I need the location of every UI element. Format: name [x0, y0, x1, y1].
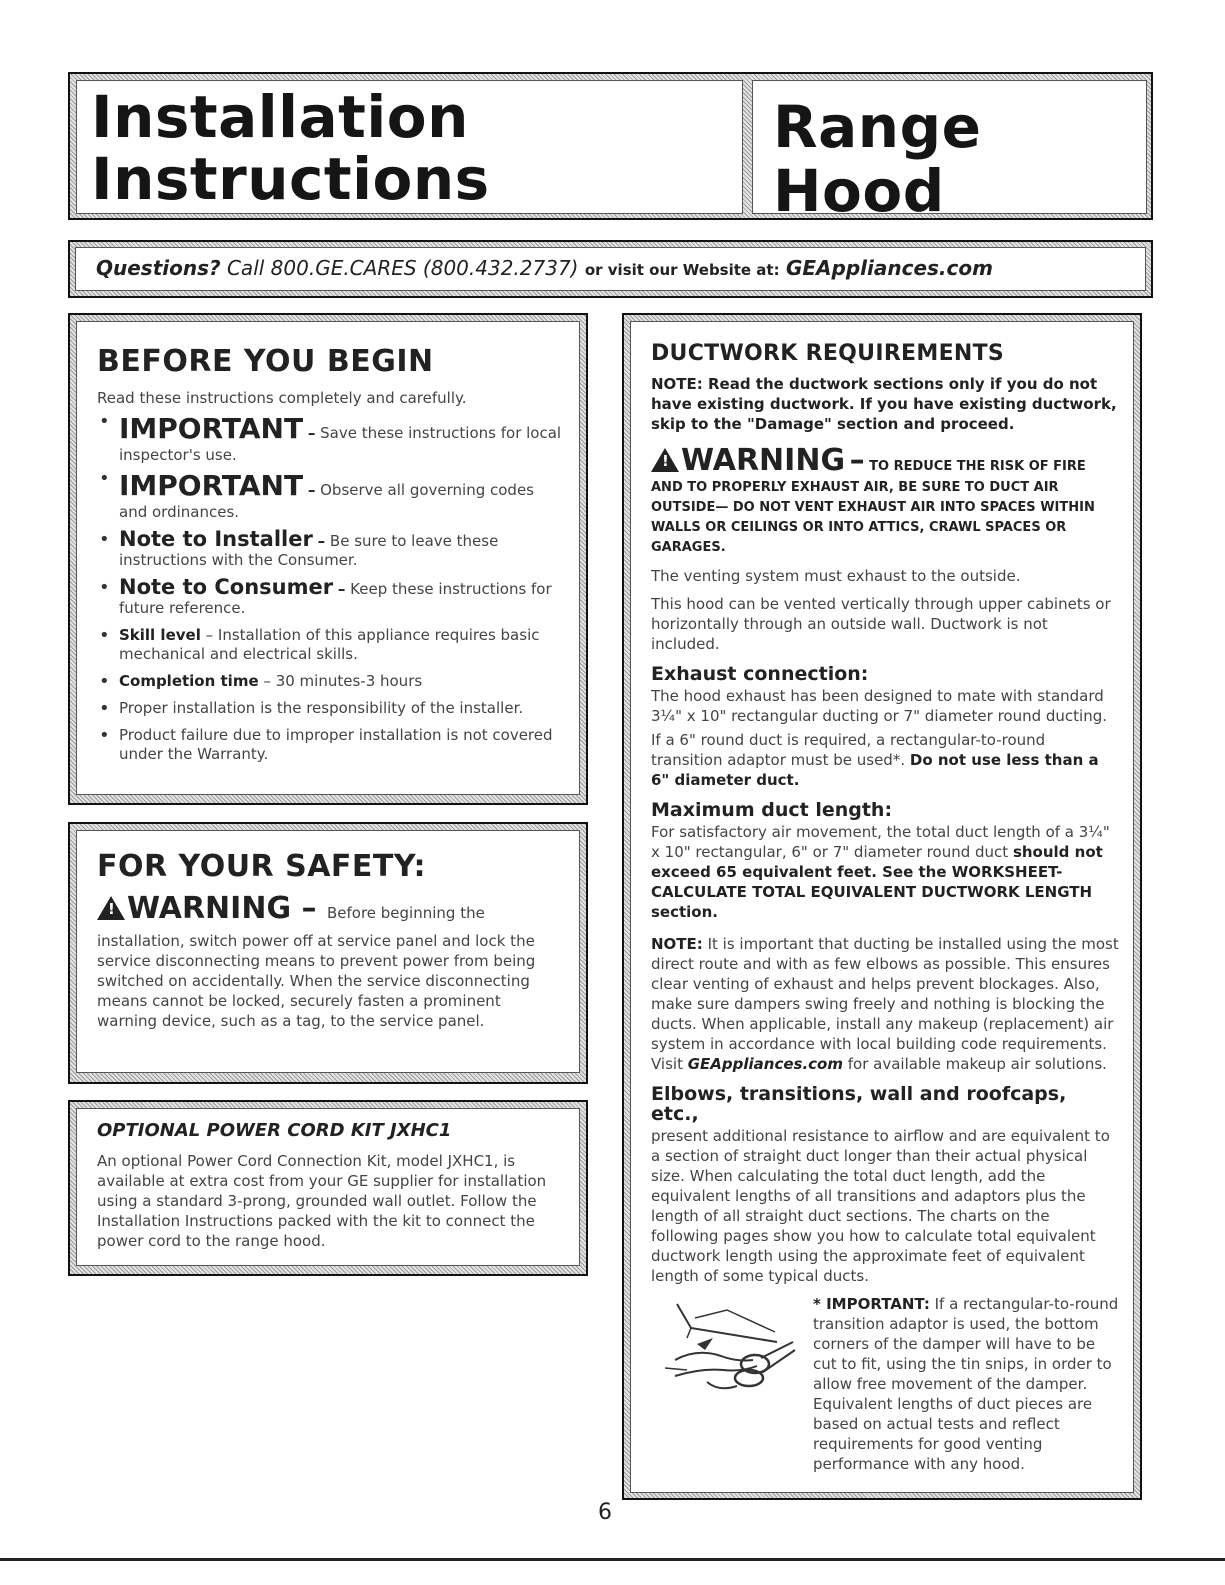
list-item	[97, 672, 565, 691]
exhaust-p2-bold: Do not use less than a 6" diameter duct.	[651, 751, 1099, 789]
warning-triangle-icon	[651, 448, 679, 472]
item-text: Proper installation is the responsibility of the installer.	[119, 699, 524, 717]
item-head: IMPORTANT	[119, 469, 304, 502]
duct-inner	[630, 321, 1134, 1493]
item-text: Product failure due to improper installation is not covered under the Warranty.	[119, 726, 553, 763]
product-title: Range Hood	[773, 93, 982, 225]
header-banner	[68, 72, 1153, 225]
before-intro: Read these instructions completely and carefully.	[97, 389, 467, 407]
before-title: BEFORE YOU BEGIN	[97, 344, 434, 379]
elbows-text: present additional resistance to airflow and are equivalent to a section of straight duct longer than their actual physical size. When calculating the total duct length, add the equivalent lengths of all transitions and adaptors plus the length of all straight duct sections. The charts on the following pages show you how to calculate total equivalent ductwork length using the approximate feet of equivalent length of some typical ducts.	[651, 1127, 1110, 1285]
warning-text: TO REDUCE THE RISK OF FIRE AND TO PROPERLY EXHAUST AIR, BE SURE TO DUCT AIR OUTSIDE— DO NOT VENT EXHAUST AIR INTO SPACES WITHIN WALLS OR CEILINGS OR INTO ATTICS, CRAWL SPACES OR GARAGES.	[651, 459, 1095, 555]
doc-title-line2: Instructions	[91, 145, 490, 213]
list-item	[97, 412, 565, 465]
exhaust-p2-text: If a 6" round duct is required, a rectangular-to-round transition adaptor must be used*.	[651, 731, 1046, 769]
website-link[interactable]: GEAppliances.com	[785, 256, 993, 280]
phone-number: Call 800.GE.CARES (800.432.2737)	[226, 256, 579, 280]
duct-note2	[651, 934, 1119, 1074]
list-item	[97, 726, 565, 764]
safety-content	[97, 849, 565, 1031]
dash: –	[301, 891, 317, 926]
safety-title: FOR YOUR SAFETY:	[97, 849, 426, 884]
exhaust-p2	[651, 730, 1119, 790]
safety-warning	[97, 891, 565, 931]
duct-content	[651, 341, 1119, 1479]
note2-label: NOTE:	[651, 935, 703, 953]
questions-line	[96, 256, 993, 280]
list-item	[97, 469, 565, 522]
note2-website-link[interactable]: GEAppliances.com	[687, 1055, 843, 1073]
bottom-rule	[0, 1558, 1225, 1561]
warning-lead: Before beginning the	[326, 904, 485, 922]
list-item	[97, 699, 565, 718]
ductwork-requirements-box	[622, 313, 1142, 1500]
item-head: Note to Consumer	[119, 575, 334, 599]
visit-text: or visit our Website at:	[584, 261, 780, 279]
item-head: Completion time	[119, 672, 259, 690]
item-head: IMPORTANT	[119, 412, 304, 445]
dash: –	[307, 424, 316, 442]
important-note	[651, 1294, 1119, 1479]
list-item	[97, 527, 565, 570]
max-length-a: For satisfactory air movement, the total duct length of a 3¼" x 10" rectangular, 6" or 7" diameter round duct	[651, 823, 1110, 861]
warning-triangle-icon	[97, 896, 125, 920]
warning-word: WARNING	[681, 443, 846, 478]
item-text: Be sure to leave these instructions with the Consumer.	[119, 532, 499, 569]
cord-title: OPTIONAL POWER CORD KIT JXHC1	[97, 1120, 452, 1141]
before-inner	[76, 321, 580, 795]
dash: –	[263, 672, 271, 690]
list-item	[97, 575, 565, 618]
cord-content	[97, 1121, 565, 1251]
item-text: Save these instructions for local inspector's use.	[119, 424, 562, 464]
note2-a: It is important that ducting be installed using the most direct route and with as few elbows as possible. This ensures clear venting of exhaust and helps prevent blockages. Also, make sure dampers swing freely and nothing is blocking the ducts. When applicable, install any makeup (replacement) air system in accordance with local building code requirements. Visit	[651, 935, 1119, 1073]
cord-inner	[76, 1108, 580, 1266]
note2-b: for available makeup air solutions.	[847, 1055, 1107, 1073]
item-head: Note to Installer	[119, 527, 313, 551]
exhaust-p1: The hood exhaust has been designed to mate with standard 3¼" x 10" rectangular ducting or 7" diameter round ducting.	[651, 687, 1108, 725]
title-cell	[76, 80, 743, 214]
tin-snips-illustration-icon	[657, 1298, 807, 1398]
item-text: 30 minutes-3 hours	[275, 672, 423, 690]
elbows-title: Elbows, transitions, wall and roofcaps, etc.,	[651, 1083, 1067, 1125]
list-item	[97, 626, 565, 664]
exhaust-title: Exhaust connection:	[651, 663, 869, 685]
duct-p2: This hood can be vented vertically through upper cabinets or horizontally through an outside wall. Ductwork is not included.	[651, 595, 1111, 653]
duct-p1: The venting system must exhaust to the outside.	[651, 567, 1021, 585]
for-your-safety-box	[68, 822, 588, 1084]
cord-text: An optional Power Cord Connection Kit, model JXHC1, is available at extra cost from your GE supplier for installation using a standard 3-prong, grounded wall outlet. Follow the Installation Instructions packed with the kit to connect the power cord to the range hood.	[97, 1152, 547, 1250]
max-length-b: should not exceed 65 equivalent feet. See the WORKSHEET-CALCULATE TOTAL EQUIVALENT DUCTWORK LENGTH section.	[651, 843, 1103, 921]
power-cord-kit-box	[68, 1100, 588, 1276]
max-length-title: Maximum duct length:	[651, 799, 893, 821]
item-text: Installation of this appliance requires basic mechanical and electrical skills.	[119, 626, 540, 663]
before-content	[97, 344, 565, 764]
max-length-text	[651, 822, 1119, 922]
item-text: Observe all governing codes and ordinances.	[119, 481, 534, 521]
dash: –	[205, 626, 214, 644]
important-label: * IMPORTANT:	[813, 1295, 930, 1313]
dash: –	[337, 580, 346, 598]
item-head: Skill level	[119, 626, 201, 644]
questions-bar	[68, 240, 1153, 298]
before-you-begin-box	[68, 313, 588, 805]
page-number: 6	[598, 1500, 612, 1525]
questions-inner	[75, 247, 1146, 291]
questions-label: Questions?	[96, 256, 221, 280]
duct-title: DUCTWORK REQUIREMENTS	[651, 341, 1005, 366]
doc-title-line1: Installation	[91, 83, 469, 151]
duct-warning	[651, 444, 1119, 558]
important-text	[813, 1294, 1119, 1474]
dash: –	[307, 481, 316, 499]
dash: –	[849, 443, 865, 478]
product-cell	[752, 80, 1147, 225]
safety-inner	[76, 830, 580, 1073]
duct-note: NOTE: Read the ductwork sections only if you do not have existing ductwork. If you have existing ductwork, skip to the "Damage" section and proceed.	[651, 375, 1117, 433]
dash: –	[317, 532, 326, 550]
warning-word: WARNING	[127, 891, 292, 926]
safety-text: installation, switch power off at service panel and lock the service disconnecting means to prevent power from being switched on accidentally. When the service disconnecting means cannot be locked, securely fasten a prominent warning device, such as a tag, to the service panel.	[97, 932, 536, 1030]
item-text: Keep these instructions for future reference.	[119, 580, 552, 617]
important-body: If a rectangular-to-round transition adaptor is used, the bottom corners of the damper will have to be cut to fit, using the tin snips, in order to allow free movement of the damper. Equivalent lengths of duct pieces are based on actual tests and reflect requirements for good venting performance with any hood.	[813, 1295, 1119, 1473]
